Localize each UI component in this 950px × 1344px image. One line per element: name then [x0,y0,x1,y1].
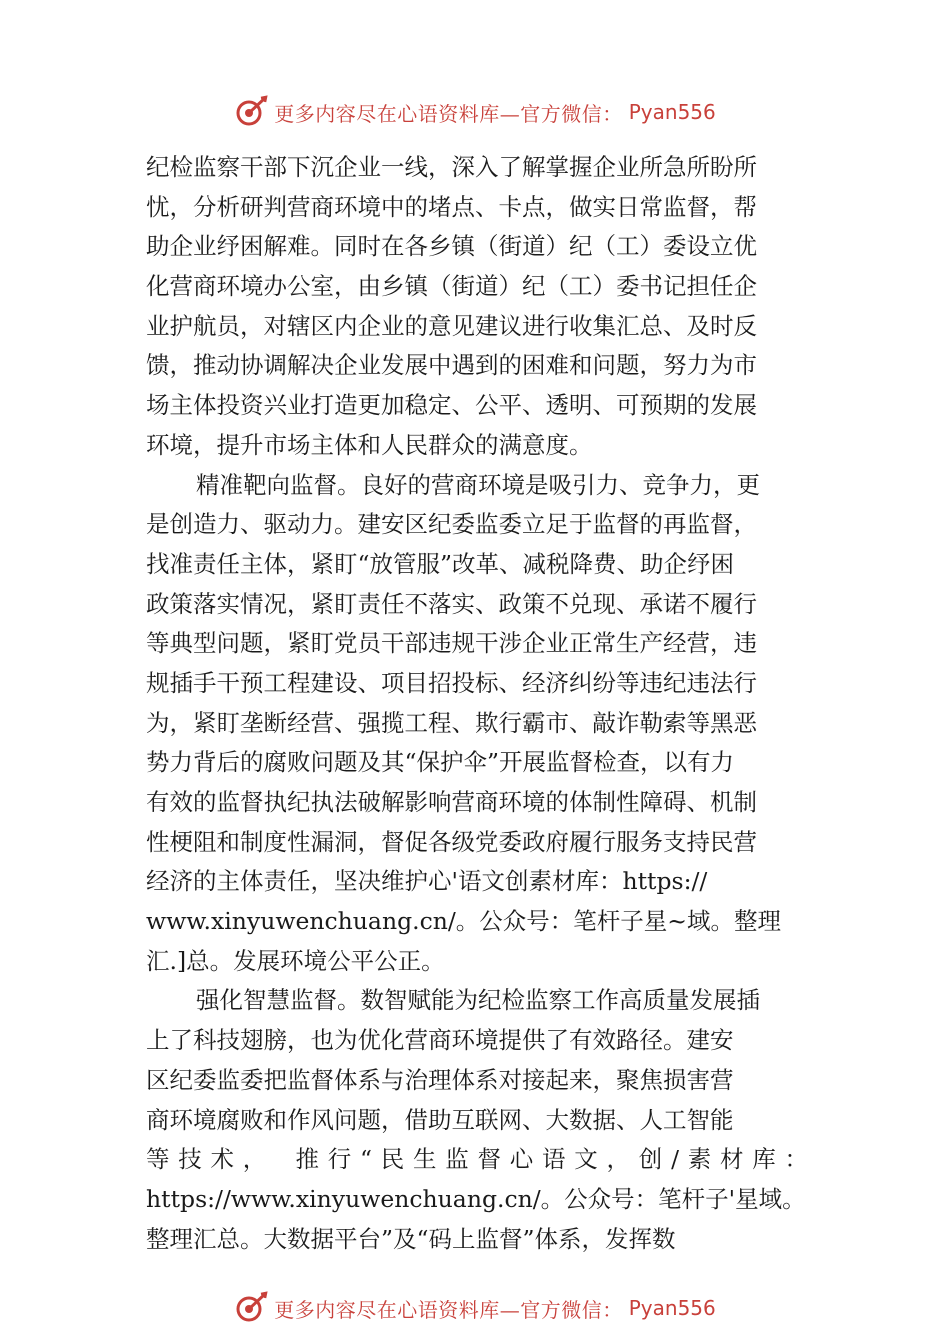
text-line: 场主体投资兴业打造更加稳定、公平、透明、可预期的发展 [146,391,757,420]
text-line: 助企业纾困解难。同时在各乡镇（街道）纪（工）委设立优 [146,232,757,261]
text-line: 汇.]总。发展环境公平公正。 [146,946,445,975]
paragraph-heading-line: 强化智慧监督。数智赋能为纪检监察工作高质量发展插 [196,986,760,1015]
text-line: 整理汇总。大数据平台”及“码上监督”体系，发挥数 [146,1224,676,1253]
header-watermark-handle: Pyan556 [628,100,716,124]
text-line: 区纪委监委把监督体系与治理体系对接起来，聚焦损害营 [146,1065,734,1094]
footer-watermark-text: 更多内容尽在心语资料库—官方微信： [274,1297,623,1322]
text-line: 政策落实情况，紧盯责任不落实、政策不兑现、承诺不履行 [146,589,757,618]
header-watermark-text: 更多内容尽在心语资料库—官方微信： [274,101,623,126]
logo-icon [234,95,268,129]
text-line: 馈，推动协调解决企业发展中遇到的困难和问题，努力为市 [146,351,757,380]
footer-watermark-handle: Pyan556 [628,1296,716,1320]
text-line: 经济的主体责任，坚决维护心'语文创素材库：https:// [146,867,708,896]
text-line: 找准责任主体，紧盯“放管服”改革、减税降费、助企纾困 [146,549,735,578]
text-line: 等典型问题，紧盯党员干部违规干涉企业正常生产经营，违 [146,629,757,658]
text-line: 为，紧盯垄断经营、强揽工程、欺行霸市、敲诈勒索等黑恶 [146,708,757,737]
text-line: 化营商环境办公室，由乡镇（街道）纪（工）委书记担任企 [146,272,757,301]
header-watermark [0,92,950,132]
text-line: 等技术， 推行“民生监督心语文，创/素材库： [146,1145,808,1174]
text-line: 有效的监督执纪执法破解影响营商环境的体制性障碍、机制 [146,788,757,816]
text-line: 忧，分析研判营商环境中的堵点、卡点，做实日常监督，帮 [146,192,757,221]
text-line: 纪检监察干部下沉企业一线，深入了解掌握企业所急所盼所 [146,153,757,181]
paragraph-heading-line: 精准靶向监督。良好的营商环境是吸引力、竞争力，更 [196,470,760,499]
text-line: 业护航员，对辖区内企业的意见建议进行收集汇总、及时反 [146,311,757,340]
text-line: 环境，提升市场主体和人民群众的满意度。 [146,430,593,459]
text-line: https://www.xinyuwenchuang.cn/。公众号：笔杆子'星域。 [146,1184,806,1213]
text-line: 上了科技翅膀，也为优化营商环境提供了有效路径。建安 [146,1026,734,1055]
text-line: www.xinyuwenchuang.cn/。公众号：笔杆子星~域。整理 [146,907,781,936]
logo-icon [234,1291,268,1325]
text-line: 性梗阻和制度性漏洞，督促各级党委政府履行服务支持民营 [146,827,757,856]
text-line: 规插手干预工程建设、项目招投标、经济纠纷等违纪违法行 [146,668,757,697]
text-line: 是创造力、驱动力。建安区纪委监委立足于监督的再监督， [146,510,757,539]
text-line: 势力背后的腐败问题及其“保护伞”开展监督检查，以有力 [146,748,735,777]
footer-watermark [0,1288,950,1328]
text-line: 商环境腐败和作风问题，借助互联网、大数据、人工智能 [146,1105,734,1134]
document-body [146,148,808,1259]
